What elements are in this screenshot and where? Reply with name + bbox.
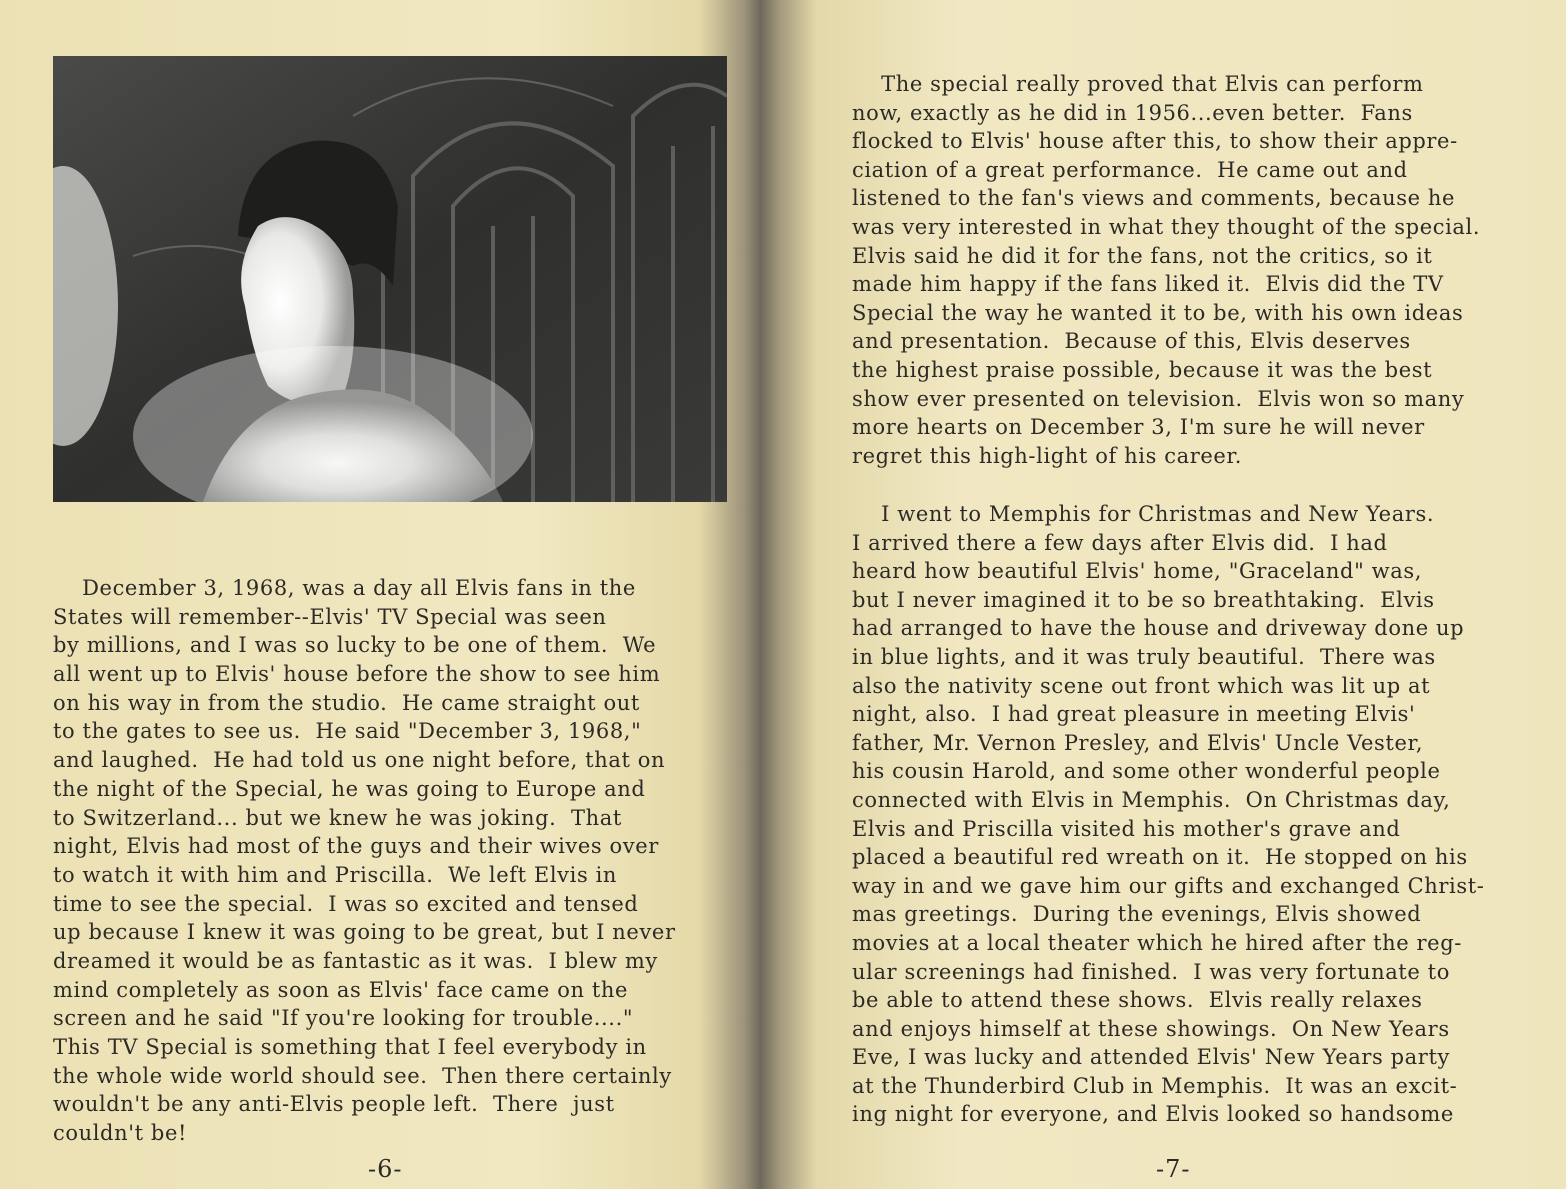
text-line: The special really proved that Elvis can perform	[852, 72, 1424, 96]
text-line: December 3, 1968, was a day all Elvis fans in the	[53, 576, 636, 600]
page-number-left: -6-	[368, 1155, 403, 1183]
text-line: Special the way he wanted it to be, with his own ideas	[852, 300, 1464, 325]
text-line: be able to attend these shows. Elvis really relaxes	[852, 988, 1423, 1013]
photograph-image	[53, 56, 727, 502]
text-line: in blue lights, and it was truly beautiful. There was	[852, 644, 1436, 669]
left-page	[0, 0, 760, 1189]
text-line: I went to Memphis for Christmas and New Years.	[852, 502, 1435, 526]
right-paragraph-1	[852, 70, 1480, 470]
text-line: and presentation. Because of this, Elvis deserves	[852, 329, 1411, 354]
text-line: way in and we gave him our gifts and exchanged Christ-	[852, 873, 1485, 898]
page-number-right: -7-	[1156, 1155, 1191, 1183]
text-line: at the Thunderbird Club in Memphis. It was an excit-	[852, 1073, 1458, 1098]
text-line: regret this high-light of his career.	[852, 443, 1243, 468]
text-line: on his way in from the studio. He came straight out	[53, 690, 640, 715]
text-line: was very interested in what they thought of the special.	[852, 214, 1481, 239]
text-line: the whole wide world should see. Then there certainly	[53, 1063, 672, 1088]
text-line: made him happy if the fans liked it. Elvis did the TV	[852, 272, 1444, 297]
text-line: night, also. I had great pleasure in meeting Elvis'	[852, 702, 1416, 727]
text-line: but I never imagined it to be so breathtaking. Elvis	[852, 587, 1435, 612]
text-line: up because I knew it was going to be great, but I never	[53, 920, 676, 945]
text-line: I arrived there a few days after Elvis did. I had	[852, 530, 1388, 555]
text-line: now, exactly as he did in 1956...even better. Fans	[852, 100, 1413, 125]
text-line: and laughed. He had told us one night before, that on	[53, 748, 666, 773]
text-line: States will remember--Elvis' TV Special was seen	[53, 604, 607, 629]
text-line: night, Elvis had most of the guys and their wives over	[53, 834, 659, 859]
text-line: mas greetings. During the evenings, Elvis showed	[852, 902, 1422, 927]
text-line: heard how beautiful Elvis' home, "Graceland" was,	[852, 559, 1422, 584]
text-line: more hearts on December 3, I'm sure he will never	[852, 415, 1425, 440]
text-line: all went up to Elvis' house before the show to see him	[53, 662, 661, 687]
text-line: by millions, and I was so lucky to be one of them. We	[53, 633, 657, 658]
text-line: ing night for everyone, and Elvis looked so handsome	[852, 1102, 1454, 1127]
text-line: Eve, I was lucky and attended Elvis' New Years party	[852, 1045, 1450, 1070]
text-line: movies at a local theater which he hired after the reg-	[852, 930, 1462, 955]
right-paragraph-2	[852, 500, 1484, 1129]
text-line: show ever presented on television. Elvis won so many	[852, 386, 1465, 411]
text-line: couldn't be!	[53, 1121, 188, 1146]
text-line: father, Mr. Vernon Presley, and Elvis' Uncle Vester,	[852, 730, 1424, 755]
text-line: the highest praise possible, because it was the best	[852, 357, 1433, 382]
text-line: to Switzerland... but we knew he was joking. That	[53, 805, 622, 830]
text-line: listened to the fan's views and comments, because he	[852, 186, 1456, 211]
text-line: time to see the special. I was so excited and tensed	[53, 891, 639, 916]
text-line: This TV Special is something that I feel everybody in	[53, 1035, 647, 1059]
text-line: screen and he said "If you're looking for trouble...."	[53, 1006, 634, 1031]
text-line: and enjoys himself at these showings. On New Years	[852, 1016, 1450, 1041]
text-line: Elvis and Priscilla visited his mother's grave and	[852, 816, 1401, 841]
text-line: wouldn't be any anti-Elvis people left. There just	[53, 1092, 615, 1117]
text-line: to the gates to see us. He said "December 3, 1968,"	[53, 719, 642, 744]
text-line: ular screenings had finished. I was very fortunate to	[852, 959, 1450, 984]
text-line: to watch it with him and Priscilla. We left Elvis in	[53, 862, 618, 887]
text-line: flocked to Elvis' house after this, to show their appre-	[852, 129, 1458, 154]
photograph	[53, 56, 727, 502]
text-line: placed a beautiful red wreath on it. He stopped on his	[852, 845, 1468, 870]
text-line: Elvis said he did it for the fans, not the critics, so it	[852, 243, 1433, 268]
text-line: ciation of a great performance. He came out and	[852, 157, 1408, 182]
text-line: mind completely as soon as Elvis' face came on the	[53, 977, 629, 1002]
text-line: connected with Elvis in Memphis. On Christmas day,	[852, 787, 1451, 812]
text-line: the night of the Special, he was going to Europe and	[53, 776, 646, 801]
text-line: had arranged to have the house and driveway done up	[852, 616, 1465, 641]
text-line: also the nativity scene out front which was lit up at	[852, 673, 1431, 698]
left-paragraph	[53, 574, 676, 1148]
text-line: his cousin Harold, and some other wonderful people	[852, 759, 1441, 784]
text-line: dreamed it would be as fantastic as it was. I blew my	[53, 948, 658, 973]
